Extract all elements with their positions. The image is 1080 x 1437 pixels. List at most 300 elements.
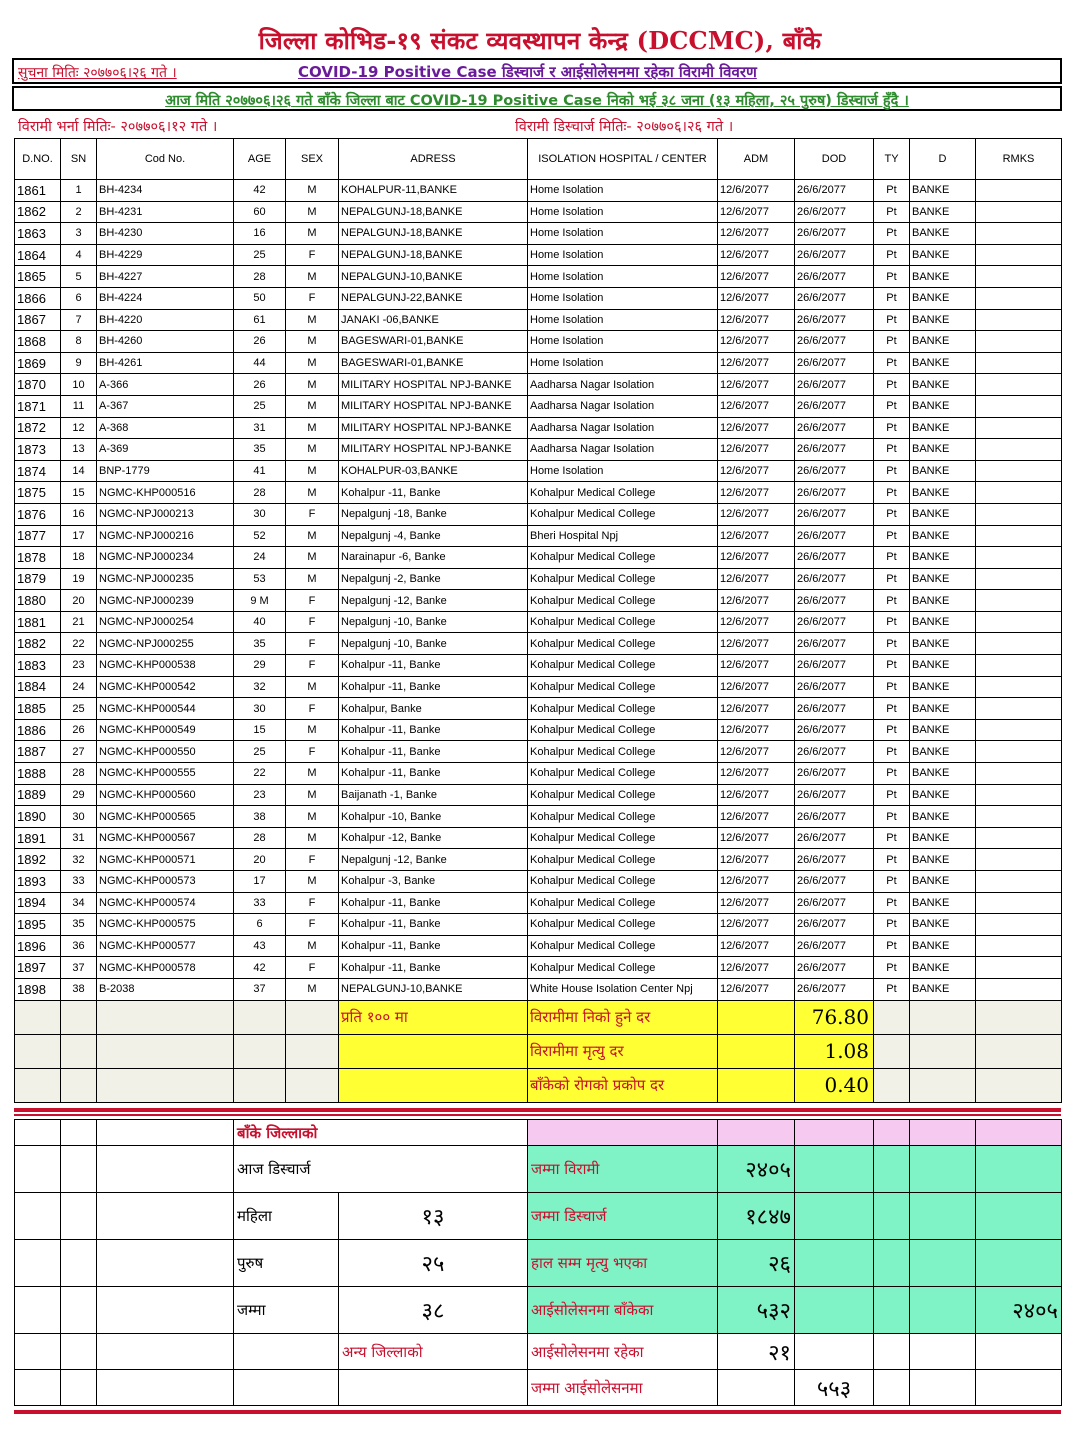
table-row (15, 503, 1062, 525)
table-cell (976, 935, 1062, 957)
patient-table (14, 138, 1062, 1103)
table-cell: 12/6/2077 (718, 827, 795, 849)
table-row (15, 849, 1062, 871)
table-cell: 16 (61, 503, 97, 525)
table-cell: BANKE (910, 914, 976, 936)
table-cell: M (286, 568, 339, 590)
table-cell: 25 (61, 698, 97, 720)
table-cell: 1895 (15, 914, 61, 936)
table-cell: NGMC-NPJ000254 (97, 611, 234, 633)
discharge-date: विरामी डिस्चार्ज मितिः- २०७७०६।२६ गते । (515, 119, 734, 135)
notice-subject: COVID-19 Positive Case डिस्चार्ज र आईसोलेसनमा रहेका विरामी विवरण (298, 63, 757, 81)
table-cell (976, 439, 1062, 461)
table-cell: M (286, 180, 339, 202)
table-cell: 12/6/2077 (718, 244, 795, 266)
table-cell: Kohalpur -11, Banke (339, 676, 528, 698)
table-cell: Kohalpur Medical College (528, 698, 718, 720)
table-cell: M (286, 719, 339, 741)
table-cell: Aadharsa Nagar Isolation (528, 395, 718, 417)
table-cell: 37 (61, 957, 97, 979)
table-cell: 26 (234, 374, 286, 396)
table-cell: 26/6/2077 (795, 568, 874, 590)
table-cell: M (286, 201, 339, 223)
table-cell: 12/6/2077 (718, 331, 795, 353)
table-cell: A-368 (97, 417, 234, 439)
table-cell: M (286, 547, 339, 569)
table-cell: 28 (61, 763, 97, 785)
table-row (15, 655, 1062, 677)
table-cell: KOHALPUR-03,BANKE (339, 460, 528, 482)
table-cell (976, 978, 1062, 1000)
table-cell (976, 849, 1062, 871)
table-cell: 12/6/2077 (718, 784, 795, 806)
table-cell: Narainapur -6, Banke (339, 547, 528, 569)
table-cell: Pt (874, 611, 910, 633)
table-cell: F (286, 590, 339, 612)
table-cell: Home Isolation (528, 201, 718, 223)
table-cell: NGMC-NPJ000235 (97, 568, 234, 590)
table-cell: BANKE (910, 525, 976, 547)
table-row (15, 892, 1062, 914)
table-cell: 25 (234, 395, 286, 417)
table-row (15, 676, 1062, 698)
table-cell: 8 (61, 331, 97, 353)
table-cell: Pt (874, 914, 910, 936)
table-row (15, 547, 1062, 569)
table-cell: Home Isolation (528, 180, 718, 202)
table-row (15, 935, 1062, 957)
table-cell: Home Isolation (528, 287, 718, 309)
table-cell: BANKE (910, 676, 976, 698)
table-cell: 26/6/2077 (795, 525, 874, 547)
table-cell: Kohalpur Medical College (528, 763, 718, 785)
today-line: आज मिति २०७७०६।२६ गते बाँके जिल्ला बाट COVID-19 Positive Case निको भई ३८ जना (१३ महिला, २५ पुरुष) डिस्चार्ज हुँदै । (165, 93, 909, 109)
table-cell (976, 871, 1062, 893)
table-cell: BANKE (910, 935, 976, 957)
table-cell: NGMC-KHP000542 (97, 676, 234, 698)
table-cell: 12/6/2077 (718, 482, 795, 504)
table-row (15, 784, 1062, 806)
table-cell: Kohalpur Medical College (528, 806, 718, 828)
column-header: SEX (286, 139, 339, 180)
table-row (15, 352, 1062, 374)
table-cell: Kohalpur Medical College (528, 676, 718, 698)
table-cell: NGMC-KHP000549 (97, 719, 234, 741)
table-cell: BANKE (910, 611, 976, 633)
table-cell: 36 (61, 935, 97, 957)
table-cell: Kohalpur Medical College (528, 655, 718, 677)
table-cell: 26/6/2077 (795, 439, 874, 461)
table-cell: 12/6/2077 (718, 417, 795, 439)
table-cell: 26/6/2077 (795, 871, 874, 893)
table-cell: 26/6/2077 (795, 590, 874, 612)
table-row (15, 439, 1062, 461)
table-cell: BANKE (910, 503, 976, 525)
table-cell: 44 (234, 352, 286, 374)
table-cell: 12/6/2077 (718, 611, 795, 633)
table-cell: 12/6/2077 (718, 568, 795, 590)
table-cell: Kohalpur -11, Banke (339, 719, 528, 741)
table-cell: F (286, 633, 339, 655)
table-cell: NEPALGUNJ-18,BANKE (339, 201, 528, 223)
table-cell (976, 676, 1062, 698)
table-cell: 1 (61, 180, 97, 202)
table-cell: JANAKI -06,BANKE (339, 309, 528, 331)
table-cell: NEPALGUNJ-10,BANKE (339, 266, 528, 288)
table-row (15, 957, 1062, 979)
table-cell: Kohalpur Medical College (528, 590, 718, 612)
table-cell (976, 784, 1062, 806)
column-header: TY (874, 139, 910, 180)
table-cell: 40 (234, 611, 286, 633)
today-discharge-label: आज डिस्चार्ज (234, 1146, 528, 1193)
table-cell: Pt (874, 439, 910, 461)
per-100-label: प्रति १०० मा (339, 1000, 528, 1034)
table-cell: NGMC-KHP000560 (97, 784, 234, 806)
table-cell (976, 266, 1062, 288)
table-cell: 50 (234, 287, 286, 309)
table-cell: 26/6/2077 (795, 331, 874, 353)
table-cell: BANKE (910, 978, 976, 1000)
table-cell: F (286, 892, 339, 914)
table-cell: 31 (234, 417, 286, 439)
table-cell: F (286, 849, 339, 871)
table-cell: Pt (874, 849, 910, 871)
recovery-rate-value: 76.80 (795, 1000, 874, 1034)
table-cell: BANKE (910, 871, 976, 893)
table-cell: 26/6/2077 (795, 266, 874, 288)
table-cell: 43 (234, 935, 286, 957)
table-cell: 1868 (15, 331, 61, 353)
isolation-total-value: ५५३ (795, 1370, 874, 1406)
table-cell: 1898 (15, 978, 61, 1000)
table-cell: Kohalpur Medical College (528, 914, 718, 936)
table-cell: NGMC-NPJ000255 (97, 633, 234, 655)
table-cell: 12/6/2077 (718, 525, 795, 547)
table-cell: MILITARY HOSPITAL NPJ-BANKE (339, 395, 528, 417)
table-cell: 37 (234, 978, 286, 1000)
table-row (15, 978, 1062, 1000)
table-cell: 1874 (15, 460, 61, 482)
table-cell: 26/6/2077 (795, 719, 874, 741)
table-cell: 12/6/2077 (718, 374, 795, 396)
table-cell: 38 (234, 806, 286, 828)
table-cell: 12/6/2077 (718, 547, 795, 569)
table-row (15, 611, 1062, 633)
table-cell: Home Isolation (528, 352, 718, 374)
table-cell: NGMC-KHP000573 (97, 871, 234, 893)
table-cell: BANKE (910, 849, 976, 871)
table-cell: NGMC-NPJ000216 (97, 525, 234, 547)
table-cell: NGMC-KHP000574 (97, 892, 234, 914)
table-cell: 1880 (15, 590, 61, 612)
table-cell: 26/6/2077 (795, 849, 874, 871)
table-cell: BH-4261 (97, 352, 234, 374)
table-cell: 32 (61, 849, 97, 871)
table-cell (976, 698, 1062, 720)
table-cell: 12/6/2077 (718, 633, 795, 655)
table-cell: Kohalpur -11, Banke (339, 935, 528, 957)
table-cell: Pt (874, 590, 910, 612)
table-cell: BANKE (910, 460, 976, 482)
table-cell: 12/6/2077 (718, 460, 795, 482)
table-cell: 1878 (15, 547, 61, 569)
total-value: ३८ (339, 1287, 528, 1334)
table-cell: 12/6/2077 (718, 935, 795, 957)
table-cell: BANKE (910, 352, 976, 374)
table-cell: Pt (874, 266, 910, 288)
table-cell: 15 (234, 719, 286, 741)
table-cell: M (286, 763, 339, 785)
table-cell: 42 (234, 180, 286, 202)
table-cell: M (286, 806, 339, 828)
table-cell: BANKE (910, 395, 976, 417)
table-cell: BANKE (910, 482, 976, 504)
table-cell: BANKE (910, 806, 976, 828)
table-cell: Kohalpur Medical College (528, 827, 718, 849)
table-cell: 12/6/2077 (718, 180, 795, 202)
table-row (15, 395, 1062, 417)
table-cell (976, 201, 1062, 223)
table-cell: 29 (61, 784, 97, 806)
table-cell: BANKE (910, 223, 976, 245)
table-cell: 1879 (15, 568, 61, 590)
table-cell: 5 (61, 266, 97, 288)
table-cell: MILITARY HOSPITAL NPJ-BANKE (339, 417, 528, 439)
table-cell: Aadharsa Nagar Isolation (528, 439, 718, 461)
table-cell: 1891 (15, 827, 61, 849)
table-cell: 42 (234, 957, 286, 979)
table-cell: 12 (61, 417, 97, 439)
table-cell: BANKE (910, 633, 976, 655)
table-header (15, 139, 1062, 180)
table-cell: 1885 (15, 698, 61, 720)
table-row (15, 871, 1062, 893)
table-cell: 12/6/2077 (718, 201, 795, 223)
table-cell: 21 (61, 611, 97, 633)
total-patients-value: २४०५ (718, 1146, 795, 1193)
table-row (15, 914, 1062, 936)
table-cell: 23 (61, 655, 97, 677)
table-cell: Kohalpur -10, Banke (339, 806, 528, 828)
table-cell: Nepalgunj -10, Banke (339, 633, 528, 655)
table-cell: 9 (61, 352, 97, 374)
table-cell: 26/6/2077 (795, 676, 874, 698)
table-row (15, 741, 1062, 763)
table-cell: 12/6/2077 (718, 978, 795, 1000)
table-cell: BANKE (910, 266, 976, 288)
table-cell: BANKE (910, 719, 976, 741)
table-cell: 26/6/2077 (795, 892, 874, 914)
table-cell: BH-4234 (97, 180, 234, 202)
table-cell: Aadharsa Nagar Isolation (528, 374, 718, 396)
isolation-banke-label: आईसोलेसनमा बाँकेका (528, 1287, 718, 1334)
table-cell: BANKE (910, 309, 976, 331)
table-cell: 35 (61, 914, 97, 936)
table-cell: BAGESWARI-01,BANKE (339, 331, 528, 353)
table-cell: 24 (234, 547, 286, 569)
table-cell: Kohalpur Medical College (528, 784, 718, 806)
table-cell: 26/6/2077 (795, 655, 874, 677)
table-cell: 1861 (15, 180, 61, 202)
table-cell: Kohalpur -11, Banke (339, 655, 528, 677)
table-cell: 6 (61, 287, 97, 309)
notice-bar (12, 58, 1062, 84)
table-cell: F (286, 957, 339, 979)
table-cell: 12/6/2077 (718, 892, 795, 914)
table-cell: White House Isolation Center Npj (528, 978, 718, 1000)
table-cell: BANKE (910, 827, 976, 849)
table-cell: 26/6/2077 (795, 460, 874, 482)
table-cell: 12/6/2077 (718, 763, 795, 785)
table-cell: Home Isolation (528, 266, 718, 288)
table-cell: NGMC-KHP000555 (97, 763, 234, 785)
table-cell: Kohalpur Medical College (528, 568, 718, 590)
table-cell: NGMC-NPJ000213 (97, 503, 234, 525)
table-cell: Nepalgunj -2, Banke (339, 568, 528, 590)
table-cell: Kohalpur -11, Banke (339, 957, 528, 979)
table-cell: 26/6/2077 (795, 287, 874, 309)
table-cell: 13 (61, 439, 97, 461)
table-cell: BANKE (910, 331, 976, 353)
table-cell: 1866 (15, 287, 61, 309)
table-cell: M (286, 676, 339, 698)
table-cell: F (286, 655, 339, 677)
table-cell: BANKE (910, 784, 976, 806)
table-cell: 26/6/2077 (795, 547, 874, 569)
isolation-total-label: जम्मा आईसोलेसनमा (528, 1370, 718, 1406)
notice-date: सुचना मितिः २०७७०६।२६ गते । (18, 65, 177, 81)
table-cell (976, 763, 1062, 785)
table-cell: 12/6/2077 (718, 439, 795, 461)
table-row (15, 482, 1062, 504)
table-cell: NGMC-KHP000516 (97, 482, 234, 504)
table-cell: M (286, 395, 339, 417)
table-cell: 33 (61, 871, 97, 893)
column-header: ADRESS (339, 139, 528, 180)
table-cell (976, 655, 1062, 677)
table-cell: BH-4260 (97, 331, 234, 353)
table-cell: 26 (61, 719, 97, 741)
table-row (15, 201, 1062, 223)
table-cell: Bheri Hospital Npj (528, 525, 718, 547)
table-cell: F (286, 741, 339, 763)
table-cell: BANKE (910, 568, 976, 590)
table-cell: BANKE (910, 547, 976, 569)
table-cell: Pt (874, 547, 910, 569)
table-row (15, 806, 1062, 828)
table-cell: 1863 (15, 223, 61, 245)
column-header: ISOLATION HOSPITAL / CENTER (528, 139, 718, 180)
table-cell: Kohalpur -11, Banke (339, 741, 528, 763)
table-cell: BANKE (910, 698, 976, 720)
table-row (15, 244, 1062, 266)
table-cell: NGMC-NPJ000239 (97, 590, 234, 612)
table-cell: 12/6/2077 (718, 914, 795, 936)
table-cell: Pt (874, 180, 910, 202)
table-cell (976, 611, 1062, 633)
column-header: D (910, 139, 976, 180)
table-cell: Pt (874, 352, 910, 374)
table-cell: Kohalpur Medical College (528, 611, 718, 633)
table-cell (976, 806, 1062, 828)
table-cell: BANKE (910, 590, 976, 612)
table-cell: 26/6/2077 (795, 914, 874, 936)
table-cell: B-2038 (97, 978, 234, 1000)
divider (14, 1114, 1061, 1116)
table-cell: Kohalpur, Banke (339, 698, 528, 720)
table-cell: M (286, 374, 339, 396)
table-cell (976, 331, 1062, 353)
table-cell: BH-4229 (97, 244, 234, 266)
table-cell: 1871 (15, 395, 61, 417)
table-row (15, 180, 1062, 202)
table-cell: 12/6/2077 (718, 352, 795, 374)
table-cell: BANKE (910, 439, 976, 461)
table-cell: 22 (61, 633, 97, 655)
table-cell: M (286, 482, 339, 504)
table-cell: NGMC-KHP000571 (97, 849, 234, 871)
table-cell: 20 (61, 590, 97, 612)
table-cell: 29 (234, 655, 286, 677)
table-cell: 10 (61, 374, 97, 396)
table-cell: 26/6/2077 (795, 935, 874, 957)
table-cell: 3 (61, 223, 97, 245)
table-cell (976, 352, 1062, 374)
table-cell: Kohalpur -11, Banke (339, 892, 528, 914)
table-cell: 25 (234, 244, 286, 266)
table-cell: 7 (61, 309, 97, 331)
table-cell: 53 (234, 568, 286, 590)
table-row (15, 460, 1062, 482)
table-cell (976, 223, 1062, 245)
table-cell: Kohalpur Medical College (528, 633, 718, 655)
table-cell: 26/6/2077 (795, 784, 874, 806)
table-cell: 28 (234, 266, 286, 288)
table-row (15, 633, 1062, 655)
table-cell: Kohalpur Medical College (528, 547, 718, 569)
table-cell: NGMC-KHP000538 (97, 655, 234, 677)
table-cell: Kohalpur -11, Banke (339, 763, 528, 785)
table-cell: 1873 (15, 439, 61, 461)
table-cell: F (286, 503, 339, 525)
table-cell: Home Isolation (528, 223, 718, 245)
table-cell: 17 (234, 871, 286, 893)
column-header: D.NO. (15, 139, 61, 180)
table-cell: M (286, 525, 339, 547)
table-row (15, 827, 1062, 849)
table-cell: 1897 (15, 957, 61, 979)
table-cell: Pt (874, 871, 910, 893)
table-cell: 17 (61, 525, 97, 547)
table-cell: 28 (234, 482, 286, 504)
table-cell: 1887 (15, 741, 61, 763)
table-cell: Pt (874, 395, 910, 417)
table-cell: Pt (874, 417, 910, 439)
table-cell: 4 (61, 244, 97, 266)
table-cell: Nepalgunj -12, Banke (339, 849, 528, 871)
table-cell: 12/6/2077 (718, 503, 795, 525)
page-title: जिल्ला कोभिड-१९ संकट व्यवस्थापन केन्द्र (DCCMC), बाँके (258, 26, 822, 55)
table-cell: 32 (234, 676, 286, 698)
total-discharge-label: जम्मा डिस्चार्ज (528, 1193, 718, 1240)
recovery-rate-label: विरामीमा निको हुने दर (528, 1000, 718, 1034)
table-cell (976, 719, 1062, 741)
table-cell: M (286, 460, 339, 482)
table-cell: 26/6/2077 (795, 223, 874, 245)
prevalence-rate-value: 0.40 (795, 1068, 874, 1102)
deaths-label: हाल सम्म मृत्यु भएका (528, 1240, 718, 1287)
